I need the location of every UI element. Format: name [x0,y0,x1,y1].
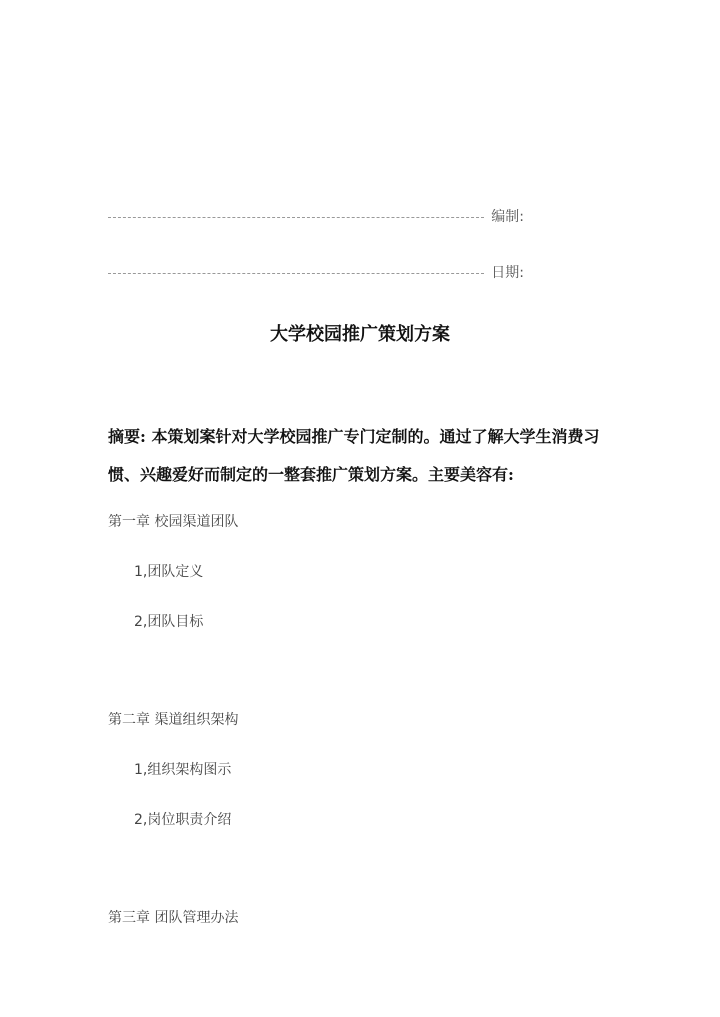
date-label: 日期: [491,265,524,281]
abstract-paragraph [108,418,628,494]
abstract-label: 摘要: [108,427,146,446]
abstract-text: 本策划案针对大学校园推广专门定制的。通过了解大学生消费习惯、兴趣爱好而制定的一整套推广策划方案。主要美容有: [108,427,600,484]
chapter-2-item-2: 2,岗位职责介绍 [134,812,232,828]
chapter-1-item-1: 1,团队定义 [134,564,204,580]
date-field [108,263,524,283]
chapter-1-item-2: 2,团队目标 [134,614,204,630]
chapter-1-title: 第一章 校园渠道团队 [108,514,239,530]
date-field-line [108,273,484,274]
editor-label: 编制: [491,209,524,225]
chapter-2-title: 第二章 渠道组织架构 [108,712,239,728]
editor-field [108,207,524,227]
editor-field-line [108,217,484,218]
chapter-2-item-1: 1,组织架构图示 [134,762,232,778]
document-title: 大学校园推广策划方案 [270,324,450,345]
chapter-3-title: 第三章 团队管理办法 [108,910,239,926]
